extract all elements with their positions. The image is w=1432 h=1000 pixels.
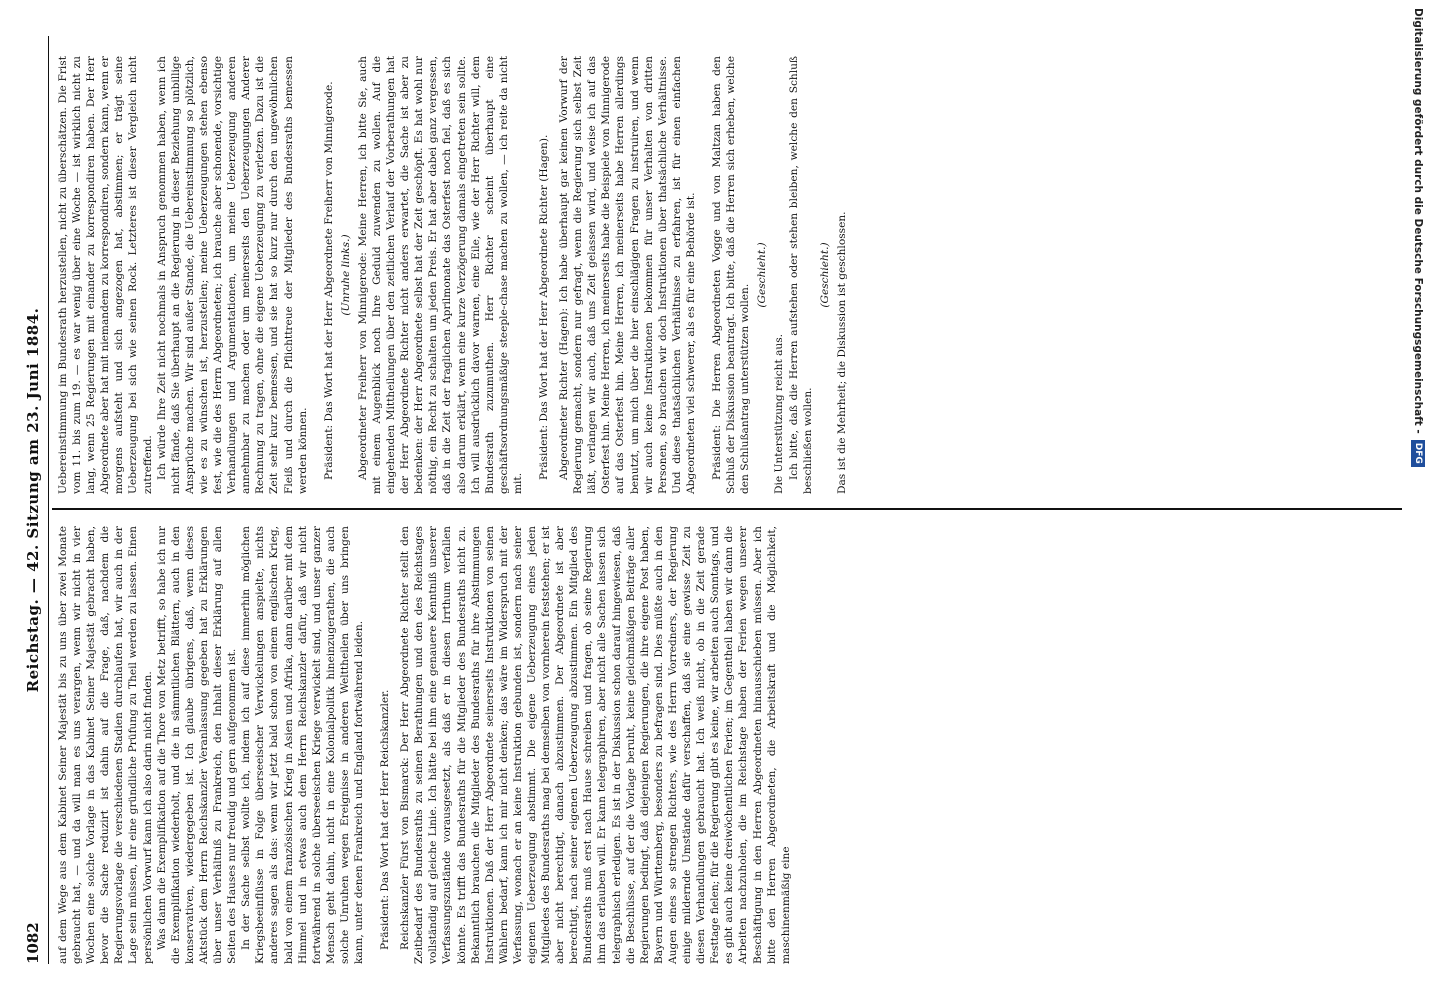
president-statement: Präsident: Das Wort hat der Herr Abgeordnete Freiherr von Minnigerode.	[322, 81, 335, 480]
stage-direction: (Unruhe links.)	[339, 234, 352, 316]
page-title: Reichstag. — 42. Sitzung am 23. Juni 1884.	[24, 307, 42, 693]
paragraph: Das ist die Mehrheit; die Diskussion ist geschlossen.	[835, 211, 848, 494]
stage-direction: (Geschieht.)	[756, 242, 769, 308]
paragraph: Die Unterstützung reicht aus.	[773, 333, 786, 494]
paragraph: Uebereinstimmung im Bundesrath herzustellen, nicht zu überschätzen. Die Frist vom 11. bis zum 19. — es war wenig über eine Woche — ist wirklich nicht zu lang, wenn 25 Regierungen mit einander zu korrespondiren haben. Der Herr Abgeordnete aber hat mit niemandem zu korrespondiren, sondern kann, wenn er morgens aufsteht und sich angezogen hat, abstimmen; er trägt seine Ueberzeugung bei sich wie seinen Rock. Letzteres ist dieser Vergleich nicht zutreffend.	[57, 56, 154, 494]
president-statement: Präsident: Das Wort hat der Herr Reichskanzler.	[379, 689, 392, 950]
left-column	[56, 526, 793, 964]
paragraph: Ich würde Ihre Zeit nicht nochmals in Anspruch genommen haben, wenn ich nicht fände, daß Sie überhaupt an die Regierung in dieser Beziehung unbillige Ansprüche machen. Wir sind außer Stande, die Uebereinstimmung so plötzlich, wie es zu wünschen ist, herzustellen; meine Ueberzeugungen stehen ebenso fest, wie die des Herrn Abgeordneten; ich brauche aber schonende, vorsichtige Verhandlungen und Argumentationen, um meine Ueberzeugung anderen annehmbar zu machen oder um meinerseits den Ueberzeugungen Anderer Rechnung zu tragen, ohne die eigene Ueberzeugung zu verletzen. Dazu ist die Zeit sehr kurz bemessen, und sie hat so kurz nur durch den ungewöhnlichen Fleiß und durch die Pflichttreue der Mitglieder des Bundesraths bemessen werden können.	[155, 56, 309, 494]
paragraph: auf dem Wege aus dem Kabinet Seiner Majestät bis zu uns über zwei Monate gebraucht hat, — und da will man es uns verargen, wenn wir nicht in vier Wochen eine solche Vorlage in das Kabinet Seiner Majestät gebracht haben, bevor die Sache reduzirt ist dahin auf die Frage, daß, nachdem die Regierungsvorlage die verschiedenen Stadien durchlaufen hat, wir auch in der Lage sein müssen, ihr eine gründliche Prüfung zu Theil werden zu lassen. Einen persönlichen Vorwurf kann ich also darin nicht finden.	[57, 526, 154, 964]
digitization-credit	[1406, 8, 1430, 992]
paragraph: Was dann die Exemplifikation auf die Thore von Metz betrifft, so habe ich nur die Exemplifikation wiederholt, und die in sämmtlichen Blättern, auch in den konservativen, wiedergegeben ist. Ich glaube übrigens, daß, wenn dieses Aktstück dem Herrn Reichskanzler Veranlassung gegeben hat zu Erklärungen über unser Verhältniß zu Frankreich, den Inhalt dieser Erklärung auf allen Seiten des Hauses nur freudig und gern aufgenommen ist.	[155, 526, 239, 964]
speech-minnigerode: Abgeordneter Freiherr von Minnigerode: Meine Herren, ich bitte Sie, auch mit einem Augenblick noch Ihre Geduld zuwenden zu wollen. Auf die eingehenden Mittheilungen über den zeitlichen Verlauf der Vorberathungen hat der Herr Abgeordnete Richter nicht anders erwartet, die Sache ist aber zu bedenken: der Herr Abgeordnete selbst hat der Zeit geschöpft. Es hat wohl nur nöthig, ein Recht zu schalten um jeden Preis. Er hat aber dabei ganz vergessen, daß in die Zeit der fraglichen Aprilmonate das Osterfest noch fiel, daß es sich also darum erklärt, wenn eine kurze Verzögerung damals eingetreten sein sollte. Ich will ausdrücklich davor warnen, eine Eile, wie der Herr Richter will, dem Bundesrath zuzumuthen. Herr Richter scheint überhaupt eine geschäftsordnungsmäßige steeple-chase machen zu wollen, — ich reite da nicht mit.	[356, 56, 524, 494]
credit-text: Digitalisierung gefördert durch die Deutsche Forschungsgemeinschaft -	[1412, 8, 1424, 434]
president-statement: Präsident: Die Herren Abgeordneten Vogge und von Maltzan haben den Schluß der Diskussion beantragt. Ich bitte, daß die Herren sich erheben, welche den Schlußantrag unterstützen wollen.	[711, 56, 752, 494]
speech-richter: Abgeordneter Richter (Hagen): Ich habe überhaupt gar keinen Vorwurf der Regierung gemacht, sondern nur gefragt, wenn die Regierung sich selbst Zeit läßt, verlangen wir auch, daß uns Zeit gelassen wird, und weise ich auf das Osterfest hin. Meine Herren, ich meinerseits habe die Beispiele von Minnigerode auf das Osterfest hin. Meine Herren, ich meinerseits habe Herren allerdings benutzt, um mich über die hier einschlägigen Fragen zu instruiren, und wenn wir auch keine Instruktionen bekommen für unser Verhalten von dritten Personen, so brauchen wir doch Instruktionen über thatsächliche Verhältnisse. Und diese thatsächlichen Verhältnisse zu erfahren, ist für einen einfachen Abgeordneten viel schwerer, als es für eine Behörde ist.	[558, 56, 697, 494]
president-statement: Präsident: Das Wort hat der Herr Abgeordnete Richter (Hagen).	[538, 134, 550, 480]
page-header	[22, 36, 49, 964]
stage-direction: (Geschieht.)	[818, 242, 831, 308]
speech-bismarck: Reichskanzler Fürst von Bismarck: Der Herr Abgeordnete Richter stellt den Zeitbedarf des Bundesraths zu seinen Berathungen und den des Reichstages vollständig auf gleiche Linie. Ich hätte bei ihm eine genauere Kenntniß unserer Verfassungszustände vorausgesetzt, als daß er in diesen Irrthum verfallen könnte. Es trifft das Bundesraths für die Mitglieder des Bundesraths nicht zu. Bekanntlich brauchen die Mitglieder des Bundesraths für ihre Abstimmungen Instruktionen. Daß der Herr Abgeordnete seinerseits Instruktionen von seinen Wählern bedarf, kann ich mir nicht denken; das wäre im Widerspruch mit der Verfassung, wonach er an keine Instruktion gebunden ist, sondern nach seiner eigenen Ueberzeugung abstimmt. Die eigene Ueberzeugung eines jeden Mitgliedes des Bundesraths mag bei demselben von vornherein feststehen; er ist aber nicht berechtigt, danach abzustimmen. Der Abgeordnete ist aber berechtigt, nach seiner eigenen Ueberzeugung abzustimmen. Ein Mitglied des Bundesraths muß erst nach Hause schreiben und fragen, ob seine Regierung ihm das erlauben will. Er kann telegraphiren, aber nicht alle Sachen lassen sich telegraphisch erledigen. Es ist in der Diskussion schon darauf hingewiesen, daß die Beschlüsse, auf der die Vorlage beruht, keine gleichmäßigen Beiträge aller Regierungen bedingt, daß diejenigen Regierungen, die ihre eigene Post haben, Bayern und Württemberg, besonders zu befragen sind. Dies müßte auch in den Augen eines so strengen Richters, wie des Herrn Vorredners, der Regierung einige mildernde Umstände dafür verschaffen, daß sie eine gewisse Zeit zu diesen Verhandlungen gebraucht hat. Ich weiß nicht, ob in die Zeit gerade Festtage fielen; für die Regierung gibt es keine, wir arbeiten auch Sonntags, und es gibt auch keine dreiwöchentlichen Ferien; im Gegentheil haben wir dann die Arbeiten nachzuholen, die im Reichstage haben der Ferien wegen unserer Beschäftigung in den Herren Abgeordneten hinausschieben müssen. Aber ich bitte den Herren Abgeordneten, die Arbeitskraft und die Möglichkeit, maschinenmäßig eine	[399, 526, 792, 964]
column-divider	[52, 508, 1402, 510]
paragraph: In der Sache selbst wollte ich, indem ich auf diese immerhin möglichen Kriegsbeeinflüsse in Folge überseeischer Verwickelungen anspielte, nichts anderes sagen als das: wenn wir jetzt bald schon von einem englischen Krieg, bald von einem französischen Krieg in Asien und Afrika, dann darüber mit dem Himmel und in etwas auch dem Herrn Reichskanzler dafür, daß wir nicht fortwährend in solche überseeischen Kriege verwickelt sind, und unser ganzer Mensch geht dahin, nicht in eine Kolonialpolitik hineinzugerathen, die auch solche Unruhen wegen Ereignisse in anderen Welttheilen über uns bringen kann, unter denen Frankreich und England fortwährend leiden.	[240, 526, 365, 964]
right-column	[56, 56, 849, 494]
page-number: 1082	[24, 922, 42, 964]
dfg-logo: DFG	[1411, 440, 1425, 467]
paragraph: Ich bitte, daß die Herren aufstehen oder stehen bleiben, welche den Schluß beschließen wollen.	[787, 56, 814, 494]
